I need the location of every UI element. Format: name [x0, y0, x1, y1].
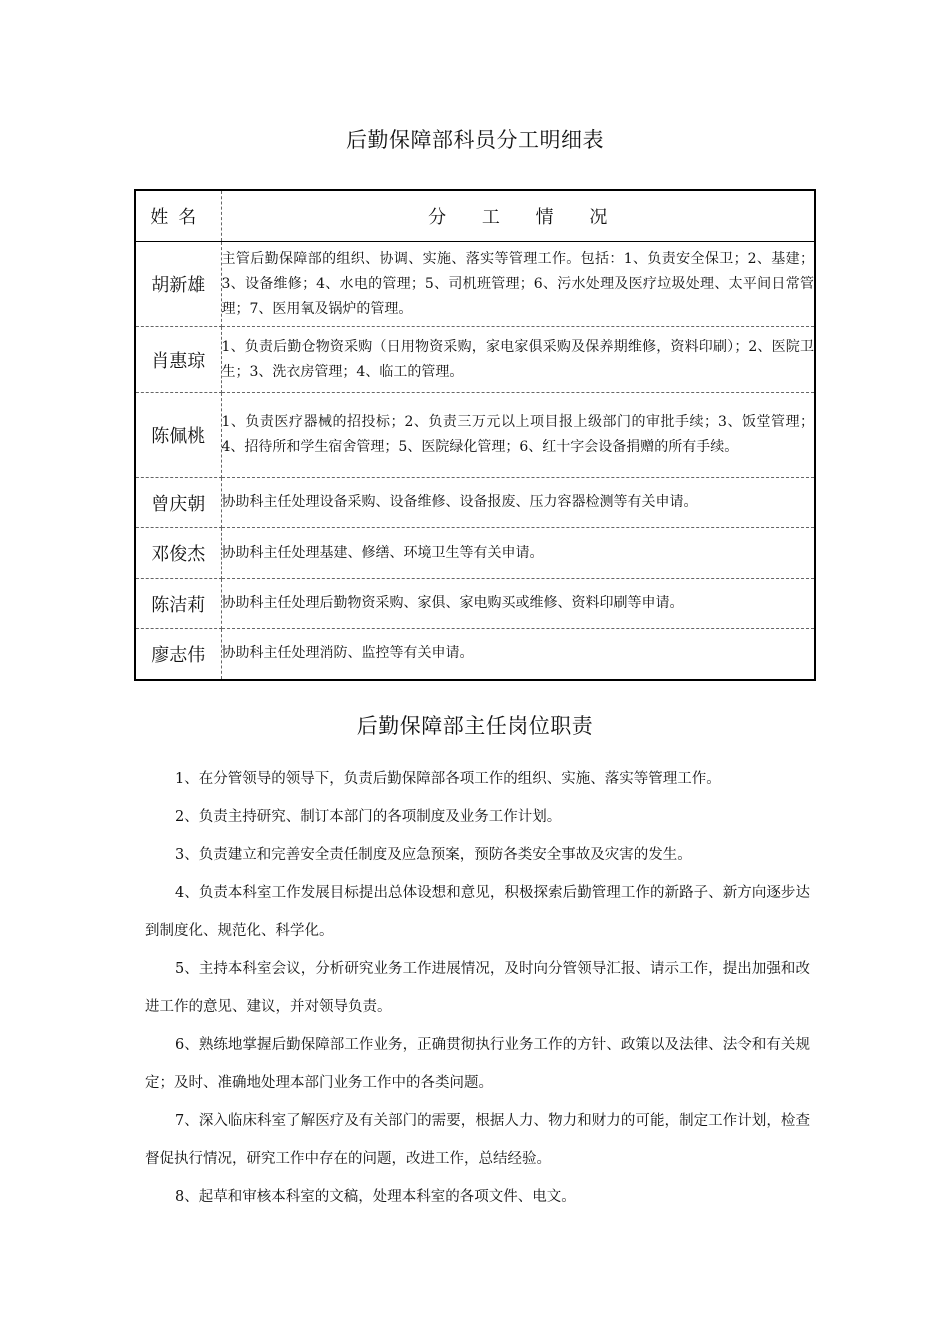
table-row — [135, 327, 815, 393]
duties-title: 后勤保障部主任岗位职责 — [356, 714, 594, 738]
table-header-row — [135, 190, 815, 242]
staff-duty: 1、负责后勤仓物资采购（日用物资采购，家电家俱采购及保养期维修，资料印刷）；2、医院卫生；3、洗衣房管理；4、临工的管理。 — [221, 327, 815, 393]
staff-name: 廖志伟 — [135, 629, 221, 680]
staff-name: 肖惠琼 — [135, 327, 221, 393]
duties-list — [145, 760, 810, 1216]
staff-name: 曾庆朝 — [135, 478, 221, 528]
duty-item: 5、主持本科室会议，分析研究业务工作进展情况，及时向分管领导汇报、请示工作，提出加强和改进工作的意见、建议，并对领导负责。 — [145, 961, 810, 1015]
staff-name: 邓俊杰 — [135, 528, 221, 579]
staff-name: 陈洁莉 — [135, 579, 221, 629]
table-row — [135, 629, 815, 680]
table-row — [135, 579, 815, 629]
staff-name: 胡新雄 — [135, 242, 221, 327]
duty-item: 1、在分管领导的领导下，负责后勤保障部各项工作的组织、实施、落实等管理工作。 — [175, 771, 721, 787]
column-header-name: 姓名 — [135, 190, 221, 242]
staff-duty: 协助科主任处理基建、修缮、环境卫生等有关申请。 — [221, 528, 815, 579]
staff-duty: 1、负责医疗器械的招投标；2、负责三万元以上项目报上级部门的审批手续；3、饭堂管理；4、招待所和学生宿舍管理；5、医院绿化管理；6、红十字会设备捐赠的所有手续。 — [221, 393, 815, 478]
duty-item: 7、深入临床科室了解医疗及有关部门的需要，根据人力、物力和财力的可能，制定工作计划，检查督促执行情况，研究工作中存在的问题，改进工作，总结经验。 — [145, 1113, 810, 1167]
table-row — [135, 242, 815, 327]
staff-duty: 协助科主任处理后勤物资采购、家俱、家电购买或维修、资料印刷等申请。 — [221, 579, 815, 629]
table-title: 后勤保障部科员分工明细表 — [346, 128, 604, 152]
staff-assignment-table — [134, 189, 816, 681]
staff-duty: 协助科主任处理设备采购、设备维修、设备报废、压力容器检测等有关申请。 — [221, 478, 815, 528]
duty-item: 8、起草和审核本科室的文稿，处理本科室的各项文件、电文。 — [175, 1189, 576, 1205]
table-row — [135, 393, 815, 478]
staff-name: 陈佩桃 — [135, 393, 221, 478]
duty-item: 6、熟练地掌握后勤保障部工作业务，正确贯彻执行业务工作的方针、政策以及法律、法令和有关规定；及时、准确地处理本部门业务工作中的各类问题。 — [145, 1037, 810, 1091]
duty-item: 2、负责主持研究、制订本部门的各项制度及业务工作计划。 — [175, 809, 562, 825]
table-row — [135, 528, 815, 579]
table-row — [135, 478, 815, 528]
column-header-duty: 分 工 情 况 — [221, 190, 815, 242]
duty-item: 3、负责建立和完善安全责任制度及应急预案，预防各类安全事故及灾害的发生。 — [175, 847, 692, 863]
duty-item: 4、负责本科室工作发展目标提出总体设想和意见，积极探索后勤管理工作的新路子、新方向逐步达到制度化、规范化、科学化。 — [145, 885, 810, 939]
staff-duty: 主管后勤保障部的组织、协调、实施、落实等管理工作。包括：1、负责安全保卫；2、基建；3、设备维修；4、水电的管理；5、司机班管理；6、污水处理及医疗垃圾处理、太平间日常管理；7、医用氧及锅炉的管理。 — [221, 242, 815, 327]
staff-duty: 协助科主任处理消防、监控等有关申请。 — [221, 629, 815, 680]
